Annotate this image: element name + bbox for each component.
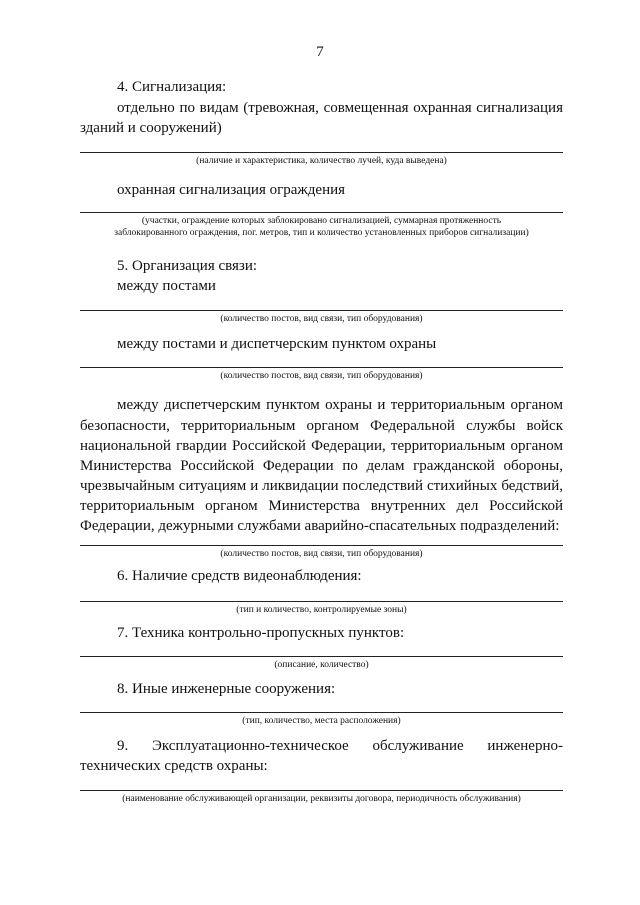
section-5-paragraph-line: между диспетчерским пунктом охраны и территориальным органом — [117, 397, 563, 413]
fill-in-line[interactable] — [80, 790, 563, 791]
fill-in-line[interactable] — [80, 712, 563, 713]
section-4-text-line2: зданий и сооружений) — [80, 120, 222, 136]
fill-in-line[interactable] — [80, 212, 563, 213]
section-5-paragraph-line: национальной гвардии Российской Федерации, территориальным органом — [80, 438, 563, 454]
section-5-paragraph-line: территориальным органом Министерства внутренних дел Российской — [80, 498, 563, 514]
fill-in-line[interactable] — [80, 545, 563, 546]
section-5-heading: 5. Организация связи: — [117, 258, 258, 274]
field-caption: заблокированного ограждения, пог. метров, тип и количество установленных приборов сигнализации) — [114, 228, 529, 238]
field-caption: (количество постов, вид связи, тип оборудования) — [220, 314, 423, 324]
field-caption: (тип и количество, контролируемые зоны) — [236, 605, 407, 615]
fill-in-line[interactable] — [80, 310, 563, 311]
fill-in-line[interactable] — [80, 152, 563, 153]
section-5-subheading: между постами и диспетчерским пунктом охраны — [117, 336, 437, 352]
field-caption: (участки, ограждение которых заблокировано сигнализацией, суммарная протяженность — [141, 216, 502, 226]
section-5-paragraph-line: чрезвычайным ситуациям и ликвидации последствий стихийных бедствий, — [80, 478, 563, 494]
field-caption: (наименование обслуживающей организации, реквизиты договора, периодичность обслуживания) — [122, 794, 521, 804]
section-8-heading: 8. Иные инженерные сооружения: — [117, 681, 336, 697]
section-9-heading-line2: технических средств охраны: — [80, 758, 268, 774]
field-caption: (наличие и характеристика, количество лучей, куда выведена) — [196, 156, 447, 166]
field-caption: (тип, количество, места расположения) — [242, 716, 401, 726]
section-4-subheading: охранная сигнализация ограждения — [117, 182, 346, 198]
section-5-paragraph-line: безопасности, территориальным органом Федеральной службы войск — [80, 418, 563, 434]
section-7-heading: 7. Техника контрольно-пропускных пунктов: — [117, 625, 405, 641]
field-caption: (описание, количество) — [274, 660, 369, 670]
fill-in-line[interactable] — [80, 601, 563, 602]
page-number: 7 — [316, 44, 324, 60]
section-5-subheading: между постами — [117, 278, 216, 294]
section-9-heading-line1: 9. Эксплуатационно-техническое обслуживание инженерно- — [117, 738, 563, 754]
section-4-text-line1: отдельно по видам (тревожная, совмещенная охранная сигнализация — [117, 100, 563, 116]
section-6-heading: 6. Наличие средств видеонаблюдения: — [117, 568, 362, 584]
field-caption: (количество постов, вид связи, тип оборудования) — [220, 371, 423, 381]
fill-in-line[interactable] — [80, 656, 563, 657]
fill-in-line[interactable] — [80, 367, 563, 368]
section-4-heading: 4. Сигнализация: — [117, 79, 227, 95]
field-caption: (количество постов, вид связи, тип оборудования) — [220, 549, 423, 559]
section-5-paragraph-line: Министерства Российской Федерации по делам гражданской обороны, — [80, 458, 563, 474]
section-5-paragraph-line: Федерации, дежурными службами аварийно-спасательных подразделений: — [80, 518, 560, 534]
